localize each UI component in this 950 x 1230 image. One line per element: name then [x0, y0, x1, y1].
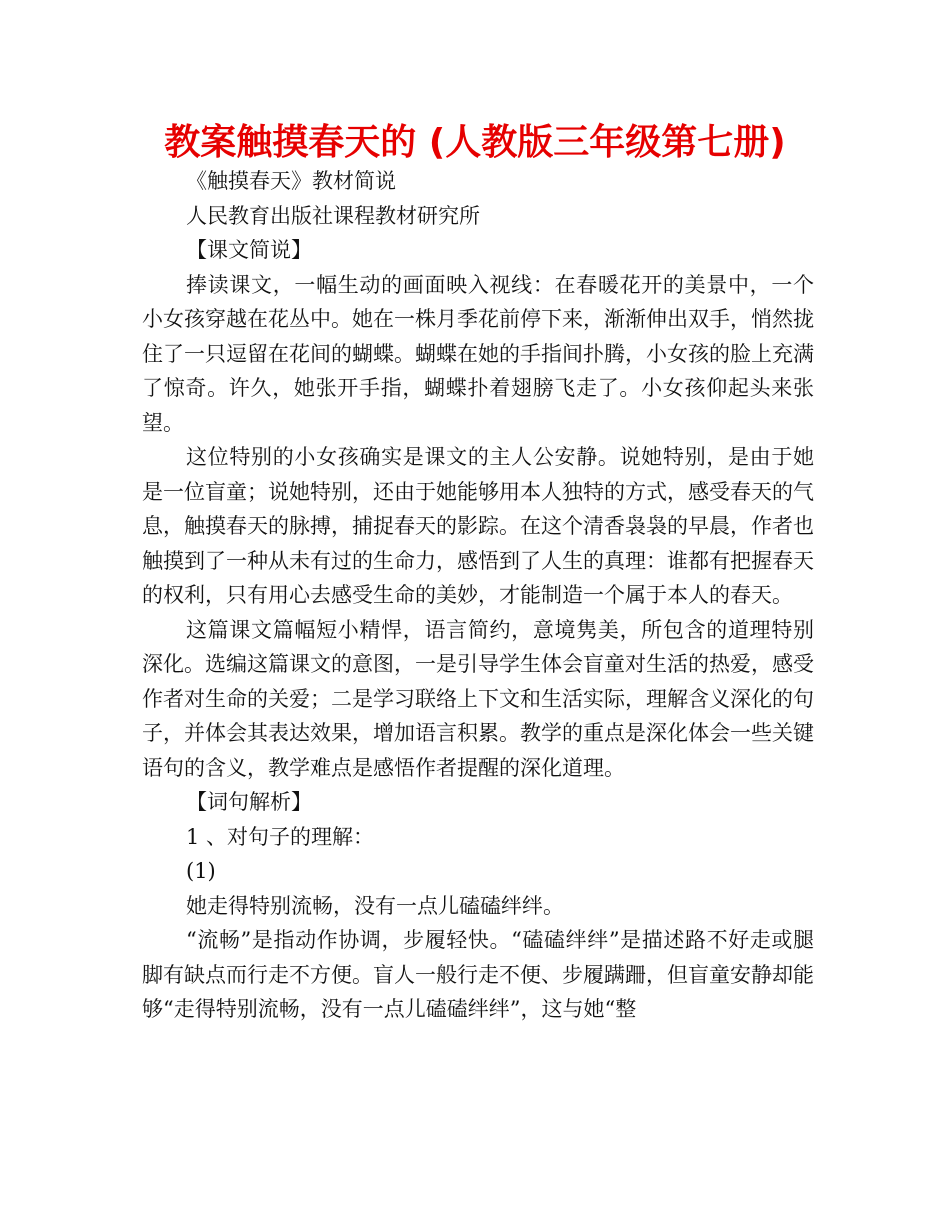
section-heading-lesson-summary: 【课文简说】: [186, 238, 312, 262]
paragraph-3: 这篇课文篇幅短小精悍，语言简约，意境隽美，所包含的道理特别深化。选编这篇课文的意图，一是引导学生体会盲童对生活的热爱，感受作者对生命的关爱；二是学习联络上下文和生活实际，理解含义深化的句子，并体会其表达效果，增加语言积累。教学的重点是深化体会一些关键语句的含义，教学难点是感悟作者提醒的深化道理。: [142, 617, 814, 780]
publisher-line: 人民教育出版社课程教材研究所: [186, 203, 480, 228]
subtitle-line: 《触摸春天》教材简说: [186, 169, 396, 193]
paragraph-2: 这位特别的小女孩确实是课文的主人公安静。说她特别，是由于她是一位盲童；说她特别，还由于她能够用本人独特的方式，感受春天的气息，触摸春天的脉搏，捕捉春天的影踪。在这个清香袅袅的早晨，作者也触摸到了一种从未有过的生命力，感悟到了人生的真理：谁都有把握春天的权利，只有用心去感受生命的美妙，才能制造一个属于本人的春天。: [142, 445, 814, 607]
document-title: 教案触摸春天的 (人教版三年级第七册): [164, 122, 786, 163]
paragraph-1: 捧读课文，一幅生动的画面映入视线：在春暖花开的美景中，一个小女孩穿越在花丛中。她在一株月季花前停下来，渐渐伸出双手，悄然拢住了一只逗留在花间的蝴蝶。蝴蝶在她的手指间扑腾，小女孩的脸上充满了惊奇。许久，她张开手指，蝴蝶扑着翅膀飞走了。小女孩仰起头来张望。: [142, 272, 814, 435]
section-heading-word-analysis: 【词句解析】: [186, 790, 312, 814]
paragraph-4: “流畅”是指动作协调，步履轻快。“磕磕绊绊”是描述路不好走或腿脚有缺点而行走不方便。盲人一般行走不便、步履蹒跚，但盲童安静却能够“走得特别流畅，没有一点儿磕磕绊绊”，这与她“整: [142, 928, 814, 1021]
list-item-1: 1 、对句子的理解：: [186, 824, 375, 849]
sub-number-1: (1): [186, 859, 216, 883]
quoted-sentence-1: 她走得特别流畅，没有一点儿磕磕绊绊。: [186, 893, 564, 918]
document-body: [142, 164, 814, 1027]
